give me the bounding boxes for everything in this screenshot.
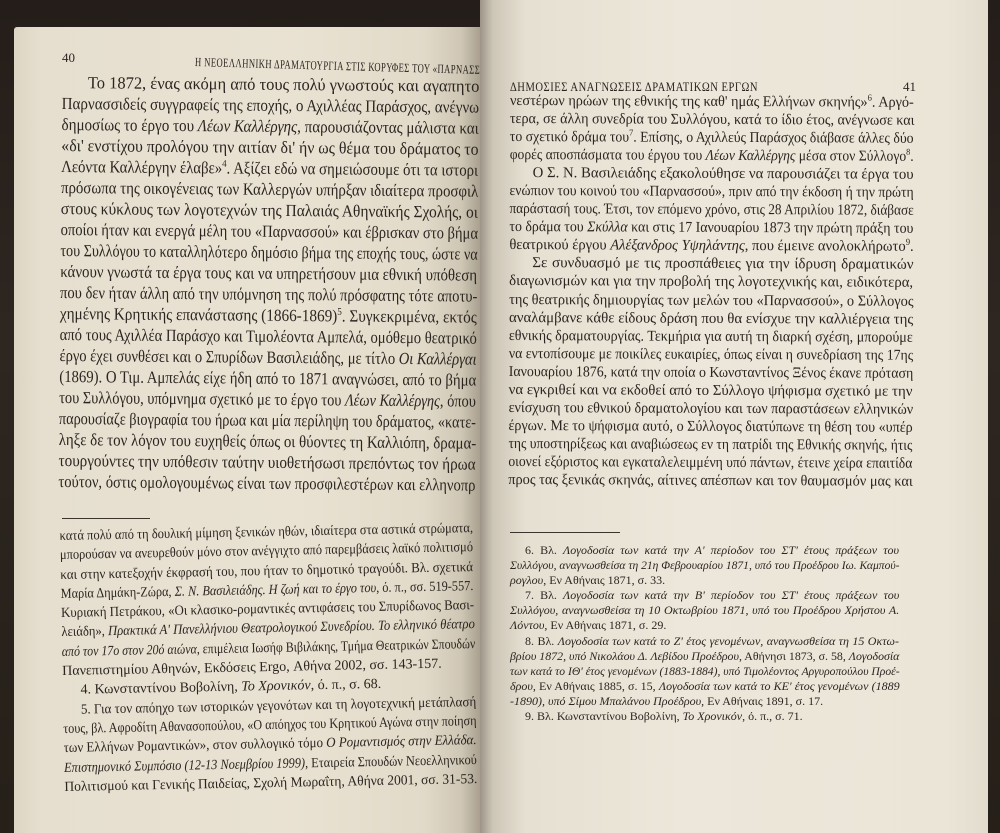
text-line (510, 128, 915, 148)
text-run: το σχετικό δράμα του (509, 129, 630, 146)
italic-text: ρογλου (510, 573, 544, 588)
text-run: , Εν Αθήναις 1871, σ. 33. (543, 573, 666, 588)
text-line (510, 92, 915, 112)
text-line (510, 558, 900, 573)
left-body-text (58, 72, 480, 496)
text-run: νεστέρων ηρώων της εθνικής της καθ' ημάς Ελλήνων σκηνής» (509, 92, 868, 111)
italic-text: Πρακτικά Α' Πανελλήνιου Θεατρολογικού Συνεδρίου. Το ελληνικό θέατρο (107, 617, 476, 640)
text-run: . Αξίζει εδώ να σημειώσουμε ότι τα ιστορι (226, 158, 479, 180)
page-number: 40 (62, 50, 75, 65)
italic-text: Λέων Καλλέργης (197, 116, 298, 137)
italic-text: Λογοδοσία των κατά την Α' περίοδον του ΣΤ' έτους πράξεων του (563, 543, 900, 557)
paragraph (59, 519, 476, 681)
text-run: κατά πολύ από τη δουλική μίμηση ξενικών ηθών, ιδιαίτερα στα αστικά στρώματα, (59, 521, 474, 545)
text-run: , Εταιρεία Σπουδών Νεοελληνικού (304, 752, 477, 771)
text-line (510, 618, 900, 633)
text-run: μέσα στον Σύλλογο (795, 148, 907, 165)
right-footnotes (510, 543, 900, 724)
text-line (509, 218, 914, 238)
text-run: 9. Βλ. Κωνσταντίνου Βοβολίνη, (525, 709, 683, 724)
text-line (510, 649, 900, 664)
footnote-rule (510, 532, 620, 533)
text-run: να εντοπίσουμε με ποικίλες ευκαιρίες, όπως είναι η συνεδρίαση της 17ης (508, 345, 914, 364)
text-run: Παρνασσιδείς συγγραφείς της εποχής, ο Αχιλλέας Παράσχος, ανέγνω (61, 93, 480, 117)
text-run: που δεν ήταν άλλη από την υπόμνηση της πολύ πρόσφατης τότε αποτυ- (59, 282, 478, 306)
italic-text: Οι Καλλέργαι (398, 348, 477, 369)
right-body-text (508, 92, 915, 491)
text-run: και στις 17 Ιανουαρίου 1873 την πρώτη πράξη του (627, 219, 914, 238)
text-line (510, 182, 915, 202)
text-line (509, 345, 914, 365)
text-line (508, 453, 913, 473)
text-run: οποίοι ήταν και ενεργά μέλη του «Παρνασσού» και έβρισκαν στο βήμα (60, 219, 479, 243)
text-run: θεατρικού έργου (509, 237, 611, 254)
text-run: τούτον, όστις ομολογουμένως είναι των προσφιλεστέρων και ελληνοπρ (58, 471, 476, 495)
text-line (58, 471, 476, 496)
text-run: αναλάμβανε κάθε είδους δράση που θα ενίσχυε την καλλιέργεια της (508, 309, 914, 328)
italic-text: Συλλόγου, αναγνωσθείσα τη 10 Οκτωβρίου 1871, υπό του Προέδρου Χρήστου Α. (510, 603, 900, 618)
text-run: της θεατρικής δημιουργίας των μελών του «Παρνασσού», ο Σύλλογος (509, 291, 914, 310)
italic-text: Λογοδοσία των κατά το ΚΕ' έτος γενομένων (1889 (658, 678, 900, 693)
text-run: Κυριακή Πετράκου, «Οι κλασικο-ρομαντικές αντιφάσεις του Σπυρίδωνος Βασι- (60, 598, 475, 622)
text-run: των Ελλήνων Ρομαντικών», στον συλλογικό τόμο (63, 736, 327, 757)
text-run: (1869). Ο Τιμ. Αμπελάς είχε ήδη από το 1871 αναγνώσει, από το βήμα (59, 366, 477, 390)
paragraph (510, 92, 915, 166)
text-line (509, 200, 914, 220)
text-run: . Συγκεκριμένα, εκτός (341, 306, 477, 327)
italic-text: Λογοδοσία των κατά το Ζ' έτος γενομένων, αναγνωσθείσα τη 15 Οκτω- (557, 633, 899, 648)
text-run: του Συλλόγου, υπόμνημα σχετικό με το έργο του (59, 387, 346, 410)
text-run: 8. Βλ. (525, 633, 558, 648)
text-line (509, 417, 914, 437)
text-run: , επιμέλεια Ιωσήφ Βιβιλάκης, Τμήμα Θεατρικών Σπουδών (196, 636, 476, 658)
paragraph (509, 164, 914, 256)
text-run: Ιανουαρίου 1876, κατά την οποία ο Κωνσταντίνος Ξένος έκανε πρόταση (508, 363, 914, 382)
text-line (509, 291, 914, 311)
text-run: 7. Βλ. (525, 588, 564, 603)
text-line (509, 236, 914, 256)
footnote-ref: 7 (629, 127, 634, 138)
text-run: ενίσχυση του εθνικού δραματολογίου και των παραστάσεων ελληνικών (508, 399, 914, 418)
text-run: τουργούντες την υπόθεσιν ταύτην υιοθετήσωσι πρεπόντως τον ήρωα (58, 450, 476, 474)
text-run: Σε συνδυασμό με τις προσπάθειες για την ίδρυση δραματικών (532, 255, 914, 274)
footnote-ref: 5 (337, 306, 342, 318)
text-run: πρόσωπα της οικογένειας των Καλλεργών υπήρξαν ιδιαίτερα προσφιλ (60, 177, 479, 201)
running-head-text: ΔΗΜΟΣΙΕΣ ΑΝΑΓΝΩΣΕΙΣ ΔΡΑΜΑΤΙΚΩΝ ΕΡΓΩΝ (510, 80, 759, 94)
text-line (510, 588, 900, 603)
text-run: τους, βλ. Αφροδίτη Αθανασοπούλου, «Ο απόηχος του Κρητικού Αγώνα στην ποίηση (63, 714, 477, 737)
text-line (508, 471, 913, 491)
text-run: έργο έχει συνθέσει και ο Σπυρίδων Βασιλειάδης, με τίτλο (59, 345, 399, 368)
text-run: Πολιτισμού και Γενικής Παιδείας, Σχολή Μωραΐτη, Αθήνα 2001, σσ. 31-53. (64, 771, 478, 795)
text-run: μπορούσαν να ανευρεθούν μόνο στον ανέγγιχτο από παρεμβάσεις λαϊκό πολιτισμό (59, 540, 474, 564)
text-run: , ό. π., σσ. 519-557. (376, 578, 474, 596)
text-run: παράστασή τους. Έτσι, τον επόμενο χρόνο, στις 28 Απριλίου 1872, διάβασε (509, 201, 914, 220)
text-run: κάνουν γνωστά τα έργα τους και να υπηρετήσουν μια εθνική υπόθεση (60, 261, 478, 285)
text-line (508, 435, 913, 455)
italic-text: Το Χρονικόν (241, 678, 311, 695)
text-line (510, 634, 900, 649)
text-line (509, 381, 914, 401)
running-head-text: Η ΝΕΟΕΛΛΗΝΙΚΗ ΔΡΑΜΑΤΟΥΡΓΙΑ ΣΤΙΣ ΚΟΡΥΦΕΣ ΤΟΥ «ΠΑΡΝΑΣΣ (194, 55, 480, 77)
text-run: «δι' ενστίχου προλόγου την αιτίαν δι' ήν ως θέμα του δράματος το (61, 135, 479, 159)
text-run: διαγωνισμών και για την προβολή της λογοτεχνικής και, ειδικότερα, (509, 273, 914, 292)
italic-text: Λογοδοσία των κατά την Β' περίοδον του ΣΤ' έτους πράξεων του (563, 588, 900, 603)
text-run: Μαρία Δημάκη-Ζώρα, (60, 584, 175, 602)
text-run: του Συλλόγου το καταλληλότερο δημόσιο βήμα της εποχής τους, ώστε να (60, 240, 478, 264)
text-line (509, 327, 914, 347)
text-run: Πανεπιστημίου Αθηνών, Εκδόσεις Ergo, Αθήνα 2002, σσ. 143-157. (62, 656, 442, 680)
text-run: , Αθήνησι 1873, σ. 58, (738, 648, 849, 663)
text-line (509, 254, 914, 274)
text-run: της υποστηρίξεως και αναβιώσεως εν τη πατρίδι της Εθνικής σκηνής, ήτις (508, 435, 913, 454)
text-run: στους κύκλους των λογοτεχνών της Παλαιάς Αθηναϊκής Σχολής, οι (60, 198, 479, 222)
text-run: , ό. π., σ. 68. (310, 677, 382, 694)
paragraph (510, 543, 900, 588)
italic-text: Λέων Καλλέργης (705, 147, 796, 165)
italic-text: Ο Ρομαντισμός στην Ελλάδα. (326, 733, 477, 752)
text-run: το δράμα του (509, 219, 588, 236)
text-run: , Εν Αθήναις 1891, σ. 17. (701, 693, 824, 708)
italic-text: Επιστημονικό Συμπόσιο (12-13 Νοεμβρίου 1999) (63, 755, 306, 776)
italic-text: Λέων Καλλέργης (344, 390, 441, 411)
text-run: 4. Κωνσταντίνου Βοβολίνη, (80, 679, 242, 699)
footnote-ref: 8 (906, 146, 911, 157)
footnote-ref: 6 (867, 92, 872, 103)
footnote-rule (62, 518, 150, 519)
text-run: παρουσίαζε βιογραφία του ήρωα και μία περίληψη του δράματος, «κατε- (58, 408, 477, 432)
italic-text: βρίου 1872, υπό Νικολάου Δ. Λεβίδου Προέδρου (510, 648, 739, 663)
italic-text: από τον 17ο στον 20ό αιώνα (61, 642, 197, 660)
text-run: χημένης Κρητικής επανάστασης (1866-1869) (59, 303, 338, 326)
text-line (510, 543, 900, 558)
text-line (509, 272, 914, 292)
italic-text: -1890), υπό Σίμου Μπαλάνου Προέδρου (510, 693, 702, 708)
text-line (510, 664, 900, 679)
text-line (510, 164, 915, 184)
text-run: , ό. π., σ. 71. (742, 709, 803, 724)
text-run: και στην κατεξοχήν έκφρασή του, που ήταν το δημοτικό τραγούδι. Βλ. σχετικά (60, 559, 474, 583)
text-run: , όπου (439, 391, 476, 411)
italic-text: Λόντου (510, 618, 545, 633)
text-run: από τους Αχιλλέα Παράσχο και Τιμολέοντα Αμπελά, ομόθεμο θεατρικό (59, 324, 477, 348)
text-run: προς τας ξενικάς σκηνάς, αίτινες απέσπων και τον θαυμασμόν μας και (508, 471, 913, 490)
paragraph (508, 254, 914, 490)
italic-text: δρου (510, 678, 533, 693)
footnote-ref: 4 (222, 158, 227, 170)
text-run: οιονεί εξόριστος και εγκαταλελειμμένη υπό πάντων, έτεινε χείρα επαιτίδα (508, 453, 913, 472)
text-run: λειάδη», (61, 624, 109, 641)
text-line (509, 309, 914, 329)
text-run: να εγκριθεί και να εκδοθεί από το Σύλλογο ψήφισμα σχετικό με την (508, 381, 913, 400)
paragraph (510, 634, 900, 709)
text-run: φορές αποσπάσματα του έργου του (509, 147, 706, 164)
page-number: 41 (903, 79, 916, 94)
italic-text: Αλέξανδρος Υψηλάντης (610, 237, 745, 255)
italic-text: Το Χρονικόν (682, 709, 743, 724)
paragraph (58, 72, 480, 496)
text-line (510, 110, 915, 130)
text-line (510, 679, 900, 694)
paragraph (63, 693, 479, 797)
text-run: . Επίσης, ο Αχιλλεύς Παράσχος διάβασε άλλες δύο (633, 129, 914, 147)
text-run: ληξε δε τον λόγον του ευχηθείς όπως οι θύοντες τη Καλλιόπη, δραμα- (58, 429, 477, 453)
left-footnotes (59, 519, 478, 797)
text-line (510, 709, 900, 724)
text-run: , που έμεινε ανολοκλήρωτο (744, 238, 906, 256)
italic-text: των κατά το ΙΘ' έτος γενομένων (1883-1884), υπό Τιμολέοντος Αργυροπούλου Προέ- (510, 663, 900, 678)
italic-text: Συλλόγου, αναγνωσθείσα τη 21η Φεβρουαρίου 1871, υπό του Προέδρου Ιω. Καμπού- (510, 558, 900, 573)
paragraph (510, 709, 900, 724)
text-run: Λεόντα Καλλέργην έλαβε» (61, 156, 223, 178)
text-run: , παρουσιάζοντας μάλιστα και (297, 117, 479, 138)
left-page (14, 27, 480, 833)
paragraph (510, 588, 900, 633)
text-run: , Εν Αθήναις 1871, σ. 29. (544, 618, 667, 633)
text-run: . (910, 148, 914, 165)
text-line (510, 603, 900, 618)
text-run: 6. Βλ. (525, 543, 564, 557)
text-run: ενώπιον του κοινού του «Παρνασσού», πριν από την έκδοση ή την πρώτη (509, 183, 914, 201)
text-run: τερα, σε άλλη συνεδρία του Συλλόγου, κατά το ίδιο έτος, ανέγνωσε και (509, 111, 915, 129)
italic-text: Σ. Ν. Βασιλειάδης. Η ζωή και το έργο του (174, 580, 377, 600)
text-run: . Αργό- (871, 94, 914, 111)
text-run: 5. Για τον απόηχο των ιστορικών γεγονότων και τη λογοτεχνική μετάπλασή (80, 694, 477, 718)
text-run: Το 1872, ένας ακόμη από τους πολύ γνωστούς και αγαπητο (87, 73, 480, 96)
text-line (510, 573, 900, 588)
text-run: , Εν Αθήναις 1885, σ. 15, (532, 678, 659, 693)
text-run: έργων. Με το ψήφισμα αυτό, ο Σύλλογος διατύπωνε τη θέση του «υπέρ (508, 417, 913, 436)
text-line (510, 694, 900, 709)
italic-text: Λογοδοσία (848, 648, 900, 663)
text-run: εθνικής δραματουργίας. Τεκμήρια για αυτή τη διαρκή σχέση, μπορούμε (508, 327, 913, 346)
right-page (480, 0, 988, 833)
text-line (509, 399, 914, 419)
text-line (510, 146, 915, 166)
text-run: δημοσίως το έργο του (61, 114, 198, 136)
footnote-ref: 9 (905, 237, 911, 248)
text-run: . (910, 239, 914, 256)
text-line (509, 363, 914, 383)
italic-text: Σκύλλα (587, 219, 628, 236)
text-run: Ο Σ. Ν. Βασιλειάδης εξακολούθησε να παρουσιάζει τα έργα του (532, 165, 914, 183)
